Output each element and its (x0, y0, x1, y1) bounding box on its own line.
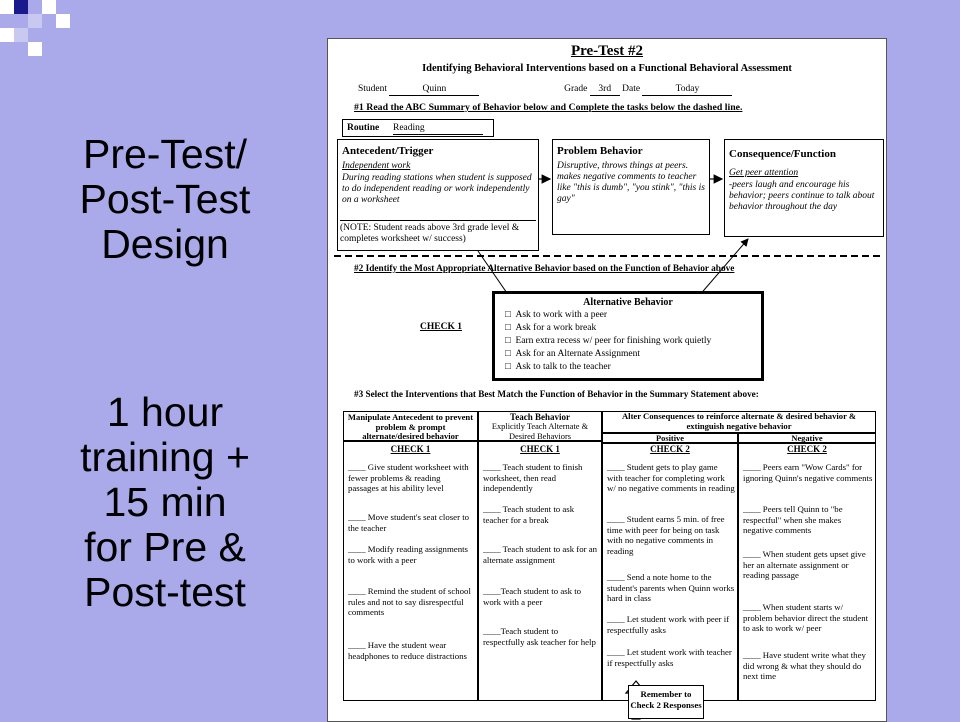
intervention-item: ____ Student gets to play game with teacher for completing work w/ no negative comments in reading (607, 462, 735, 493)
document-subtitle: Identifying Behavioral Interventions based on a Functional Behavioral Assessment (422, 63, 792, 74)
intervention-item: ____ Have the student wear headphones to reduce distractions (348, 640, 467, 661)
student-label: Student (358, 84, 388, 94)
decorative-square (28, 14, 42, 28)
detail-line: Post-test (84, 569, 246, 615)
grade-label: Grade (564, 84, 588, 94)
problem-text: Disruptive, throws things at peers. makes negative comments to teacher like "this is dumb", "you stink", "this is gay" (557, 161, 705, 204)
alternative-item: □ Earn extra recess w/ peer for finishing work quietly (505, 336, 712, 346)
table-header-col1: Manipulate Antecedent to prevent problem & prompt alternate/desired behavior (343, 411, 478, 441)
detail-line: 1 hour (106, 389, 224, 435)
slide-title (40, 132, 290, 267)
table-column-positive (602, 443, 738, 701)
intervention-item: ____ Have student write what they did wrong & what they should do next time (743, 650, 866, 681)
intervention-item: ____ Remind the student of school rules and not to say disrespectful comments (348, 586, 471, 617)
intervention-item: ____ Teach student to ask teacher for a break (483, 504, 575, 525)
check-label: CHECK 1 (520, 444, 560, 454)
decorative-square (28, 42, 42, 56)
intervention-item: ____ Let student work with peer if respectfully asks (607, 614, 730, 635)
intervention-item: ____ When student gets upset give her an alternate assignment or reading passage (743, 549, 866, 580)
routine-label: Routine (347, 123, 380, 133)
table-column-negative (738, 443, 876, 701)
decorative-square (14, 0, 28, 14)
intervention-item: ____ Student earns 5 min. of free time with peer for being on task with no negative comments in reading (607, 514, 725, 556)
intervention-item: ____ Peers earn "Wow Cards" for ignoring Quinn's negative comments (743, 462, 873, 483)
title-line: Design (101, 221, 229, 267)
consequence-text: -peers laugh and encourage his behavior; peers continue to talk about behavior throughout the day (729, 180, 875, 212)
section-3-heading: #3 Select the Interventions that Best Match the Function of Behavior in the Summary Statement above: (354, 389, 759, 399)
checkbox-icon: □ (505, 323, 516, 333)
problem-heading: Problem Behavior (557, 145, 643, 157)
alternative-behavior-box (492, 291, 764, 381)
antecedent-note: (NOTE: Student reads above 3rd grade level & completes worksheet w/ success) (340, 220, 536, 245)
table-column-teach (478, 441, 602, 701)
intervention-item: ____Teach student to ask to work with a peer (483, 586, 582, 607)
detail-line: for Pre & (84, 524, 246, 570)
slide-detail (40, 390, 290, 615)
decorative-square (0, 0, 14, 14)
alternative-list (505, 310, 711, 373)
intervention-item: ____Teach student to respectfully ask teacher for help (483, 626, 596, 647)
reminder-box: Remember to Check 2 Responses (628, 685, 704, 719)
antecedent-sub: Independent work (342, 161, 411, 171)
table-header-positive: Positive (602, 433, 738, 443)
title-line: Post-Test (79, 176, 251, 222)
alternative-item: □ Ask for a work break (505, 323, 597, 333)
alternative-item: □ Ask to work with a peer (505, 310, 608, 320)
table-header-consequences: Alter Consequences to reinforce alternate & desired behavior & extinguish negative behavior (602, 411, 876, 433)
decorative-square (0, 28, 14, 42)
date-value: Today (642, 84, 732, 96)
antecedent-text: During reading stations when student is supposed to do independent reading or work independently on a worksheet (342, 173, 532, 205)
alternative-item: □ Ask to talk to the teacher (505, 362, 611, 372)
routine-value: Reading (393, 123, 483, 135)
decorative-square (14, 28, 28, 42)
alternative-heading: Alternative Behavior (583, 297, 673, 308)
intervention-item: ____ Let student work with teacher if respectfully asks (607, 647, 732, 668)
intervention-item: ____ Peers tell Quinn to "be respectful" when she makes negative comments (743, 504, 843, 535)
checkbox-icon: □ (505, 349, 516, 359)
intervention-item: ____ Send a note home to the student's parents when Quinn works hard in class (607, 572, 735, 603)
table-header-negative: Negative (738, 433, 876, 443)
check-1-label: CHECK 1 (420, 322, 462, 332)
antecedent-heading: Antecedent/Trigger (342, 145, 434, 157)
intervention-item: ____ Modify reading assignments to work with a peer (348, 544, 468, 565)
student-value: Quinn (389, 84, 479, 96)
check-label: CHECK 2 (787, 444, 827, 454)
checkbox-icon: □ (505, 362, 516, 372)
intervention-item: ____ Move student's seat closer to the teacher (348, 512, 470, 533)
section-2-heading: #2 Identify the Most Appropriate Alternative Behavior based on the Function of Behavior above (354, 264, 735, 274)
consequence-heading: Consequence/Function (729, 148, 836, 160)
checkbox-icon: □ (505, 336, 516, 346)
checkbox-icon: □ (505, 310, 516, 320)
check-label: CHECK 1 (390, 444, 431, 454)
table-header-col2: Teach Behavior Explicitly Teach Alternate & Desired Behaviors (478, 411, 602, 441)
consequence-sub: Get peer attention (729, 168, 799, 178)
title-line: Pre-Test/ (82, 131, 248, 177)
date-label: Date (622, 84, 641, 94)
interventions-table (343, 411, 876, 701)
intervention-item: ____ When student starts w/ problem behavior direct the student to ask to work w/ peer (743, 602, 869, 633)
document-title: Pre-Test #2 (570, 43, 644, 59)
grade-value: 3rd (590, 84, 620, 96)
detail-line: 15 min (103, 479, 227, 525)
alternative-item: □ Ask for an Alternate Assignment (505, 349, 641, 359)
intervention-item: ____ Give student worksheet with fewer problems & reading passages at his ability level (348, 462, 469, 493)
detail-line: training + (80, 434, 250, 480)
decorative-square (56, 14, 70, 28)
decorative-square (42, 0, 56, 14)
section-1-heading: #1 Read the ABC Summary of Behavior below and Complete the tasks below the dashed line. (354, 102, 743, 113)
table-column-antecedent (343, 441, 478, 701)
worksheet-document (327, 38, 887, 722)
intervention-item: ____ Teach student to finish worksheet, then read independently (483, 462, 583, 493)
intervention-item: ____ Teach student to ask for an alternate assignment (483, 544, 598, 565)
check-label: CHECK 2 (650, 444, 690, 454)
